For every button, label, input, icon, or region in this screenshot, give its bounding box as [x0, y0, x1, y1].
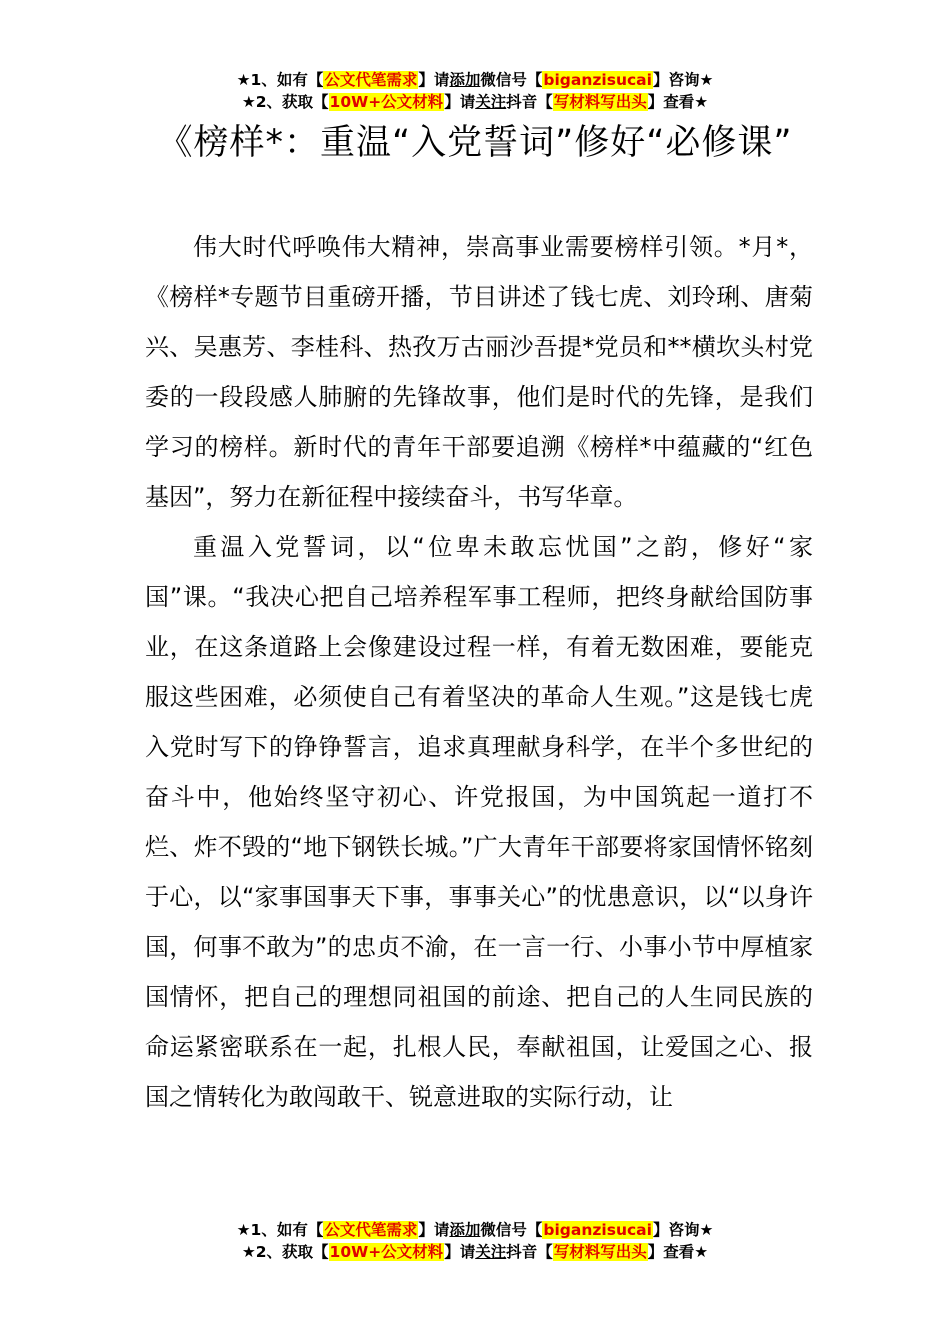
promo-header: [0, 69, 950, 113]
promo-footer: [0, 1219, 950, 1263]
promo-highlight: 公文代笔需求: [324, 71, 418, 89]
promo-emphasis: 关注: [475, 93, 507, 111]
promo-emphasis: 添加: [449, 71, 481, 89]
promo-text: 抖音【: [506, 93, 553, 111]
promo-text: 】咨询★: [652, 71, 714, 89]
paragraph: 重温入党誓词，以“位卑未敢忘忧国”之韵，修好“家国”课。“我决心把自己培养程军事工程师，把终身献给国防事业，在这条道路上会像建设过程一样，有着无数困难，要能克服这些困难，必须使自己有着坚决的革命人生观。”这是钱七虎入党时写下的铮铮誓言，追求真理献身科学，在半个多世纪的奋斗中，他始终坚守初心、许党报国，为中国筑起一道打不烂、炸不毁的“地下钢铁长城。”广大青年干部要将家国情怀铭刻于心，以“家事国事天下事，事事关心”的忧患意识，以“以身许国，何事不敢为”的忠贞不渝，在一言一行、小事小节中厚植家国情怀，把自己的理想同祖国的前途、把自己的人生同民族的命运紧密联系在一起，扎根人民，奉献祖国，让爱国之心、报国之情转化为敢闯敢干、锐意进取的实际行动，让: [145, 533, 813, 1111]
promo-emphasis: 添加: [449, 1221, 481, 1239]
promo-highlight: 10W+公文材料: [329, 93, 444, 111]
paragraph: 伟大时代呼唤伟大精神，崇高事业需要榜样引领。*月*，《榜样*专题节目重磅开播，节目讲述了钱七虎、刘玲琍、唐菊兴、吴惠芳、李桂科、热孜万古丽沙吾提*党员和**横坎头村党委的一段段感人肺腑的先锋故事，他们是时代的先锋，是我们学习的榜样。新时代的青年干部要追溯《榜样*中蕴藏的“红色基因”，努力在新征程中接续奋斗，书写华章。: [145, 233, 813, 511]
promo-highlight: 公文代笔需求: [324, 1221, 418, 1239]
promo-wechat-id: biganzisucai: [543, 71, 652, 89]
promo-emphasis: 关注: [475, 1243, 507, 1261]
promo-text: 微信号【: [480, 71, 543, 89]
document-title: 《榜样*：重温“入党誓词”修好“必修课”: [157, 123, 793, 163]
promo-line-1: [0, 69, 950, 91]
promo-text: 】请: [418, 1221, 450, 1239]
promo-douyin-id: 写材料写出头: [553, 1243, 647, 1261]
promo-text: 微信号【: [480, 1221, 543, 1239]
promo-douyin-id: 写材料写出头: [553, 93, 647, 111]
promo-text: 】请: [444, 93, 476, 111]
document-body: [145, 222, 813, 1122]
promo-text: 抖音【: [506, 1243, 553, 1261]
promo-text: ★1、如有【: [236, 71, 324, 89]
promo-text: ★2、获取【: [241, 1243, 329, 1261]
promo-text: ★2、获取【: [241, 93, 329, 111]
promo-text: 】查看★: [647, 93, 709, 111]
promo-line-2: [0, 1241, 950, 1263]
promo-highlight: 10W+公文材料: [329, 1243, 444, 1261]
promo-line-1: [0, 1219, 950, 1241]
promo-text: 】请: [444, 1243, 476, 1261]
promo-text: ★1、如有【: [236, 1221, 324, 1239]
promo-text: 】咨询★: [652, 1221, 714, 1239]
promo-text: 】请: [418, 71, 450, 89]
promo-wechat-id: biganzisucai: [543, 1221, 652, 1239]
promo-line-2: [0, 91, 950, 113]
promo-text: 】查看★: [647, 1243, 709, 1261]
